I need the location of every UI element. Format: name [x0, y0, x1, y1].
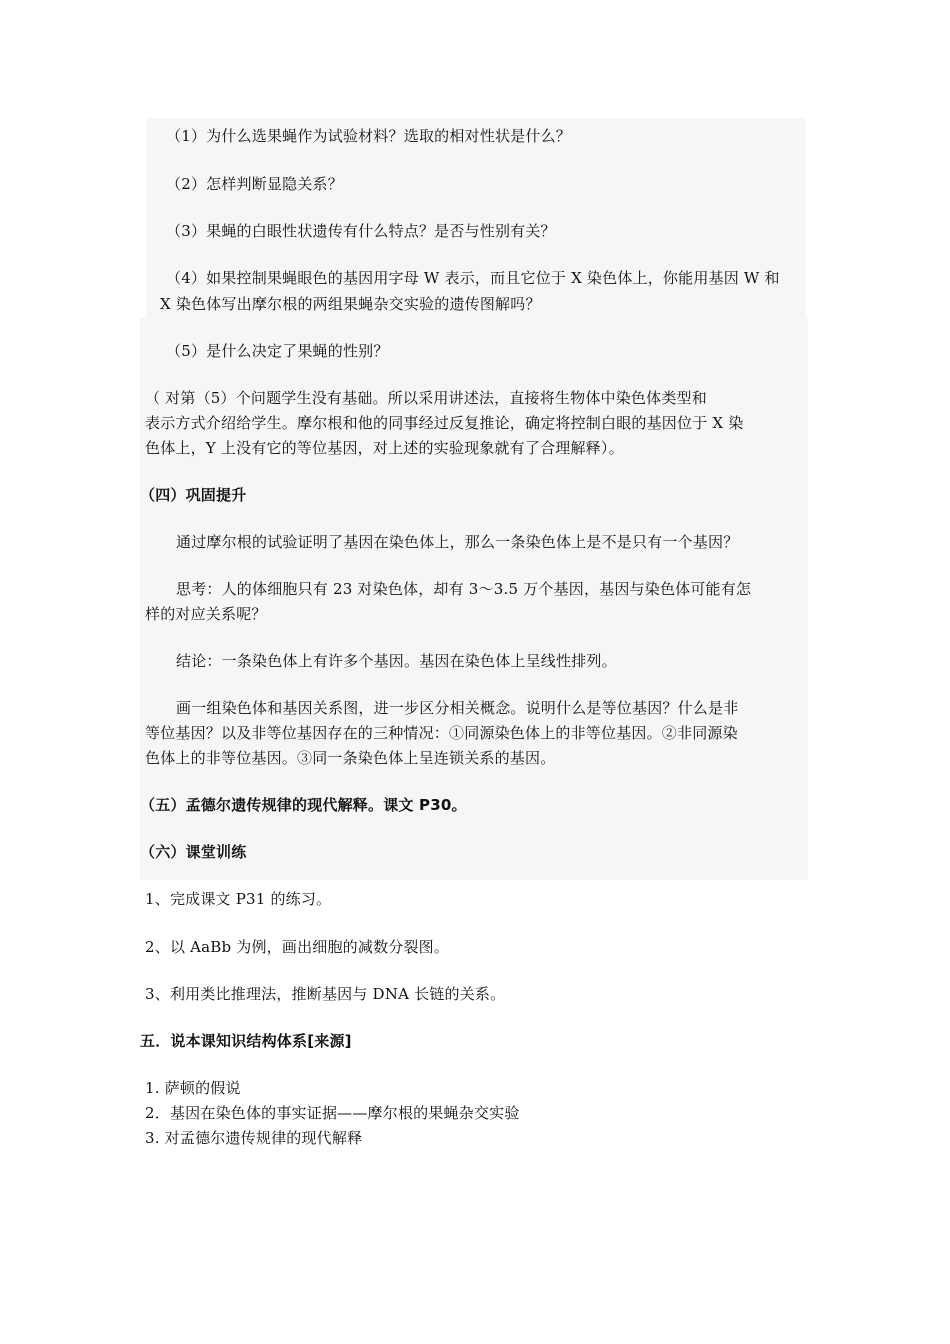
think-line-2: 样的对应关系呢？	[145, 605, 267, 623]
think-line-1: 思考：人的体细胞只有 23 对染色体，却有 3～3.5 万个基因，基因与染色体可能有怎	[176, 580, 752, 598]
conclusion: 结论：一条染色体上有许多个基因。基因在染色体上呈线性排列。	[176, 652, 617, 670]
shaded-block-top	[146, 118, 806, 318]
note-line-3: 色体上，Y 上没有它的等位基因，对上述的实验现象就有了合理解释）。	[145, 439, 624, 457]
section-5-heading: （五）孟德尔遗传规律的现代解释。课文 P30。	[140, 796, 467, 814]
draw-line-3: 色体上的非等位基因。③同一条染色体上呈连锁关系的基因。	[145, 749, 556, 767]
note-line-2: 表示方式介绍给学生。摩尔根和他的同事经过反复推论，确定将控制白眼的基因位于 X 染	[145, 414, 744, 432]
draw-line-1: 画一组染色体和基因关系图，进一步区分相关概念。说明什么是等位基因？什么是非	[176, 699, 739, 717]
draw-line-2: 等位基因？以及非等位基因存在的三种情况：①同源染色体上的非等位基因。②非同源染	[145, 724, 738, 742]
section-4-paragraph: 通过摩尔根的试验证明了基因在染色体上，那么一条染色体上是不是只有一个基因？	[176, 533, 739, 551]
exercise-item-1: 1、完成课文 P31 的练习。	[145, 890, 332, 908]
exercise-item-3: 3、利用类比推理法，推断基因与 DNA 长链的关系。	[145, 985, 506, 1003]
question-2: （2）怎样判断显隐关系？	[166, 175, 343, 193]
structure-item-1: 1. 萨顿的假说	[145, 1079, 241, 1097]
question-1: （1）为什么选果蝇作为试验材料？选取的相对性状是什么？	[166, 127, 571, 145]
exercise-item-2: 2、以 AaBb 为例，画出细胞的减数分裂图。	[145, 938, 450, 956]
question-4-line-2: X 染色体写出摩尔根的两组果蝇杂交实验的遗传图解吗？	[160, 295, 541, 313]
structure-item-3: 3. 对孟德尔遗传规律的现代解释	[145, 1129, 363, 1147]
question-5: （5）是什么决定了果蝇的性别？	[166, 342, 389, 360]
question-3: （3）果蝇的白眼性状遗传有什么特点？是否与性别有关？	[166, 222, 556, 240]
structure-item-2: 2．基因在染色体的事实证据——摩尔根的果蝇杂交实验	[145, 1104, 520, 1122]
question-4-line-1: （4）如果控制果蝇眼色的基因用字母 W 表示，而且它位于 X 染色体上，你能用基因 W 和	[166, 269, 780, 287]
section-6-heading: （六）课堂训练	[140, 843, 247, 861]
section-4-heading: （四）巩固提升	[140, 486, 247, 504]
part-5-heading: 五．说本课知识结构体系[来源]	[140, 1032, 352, 1050]
note-line-1: （ 对第（5）个问题学生没有基础。所以采用讲述法，直接将生物体中染色体类型和	[145, 389, 707, 407]
